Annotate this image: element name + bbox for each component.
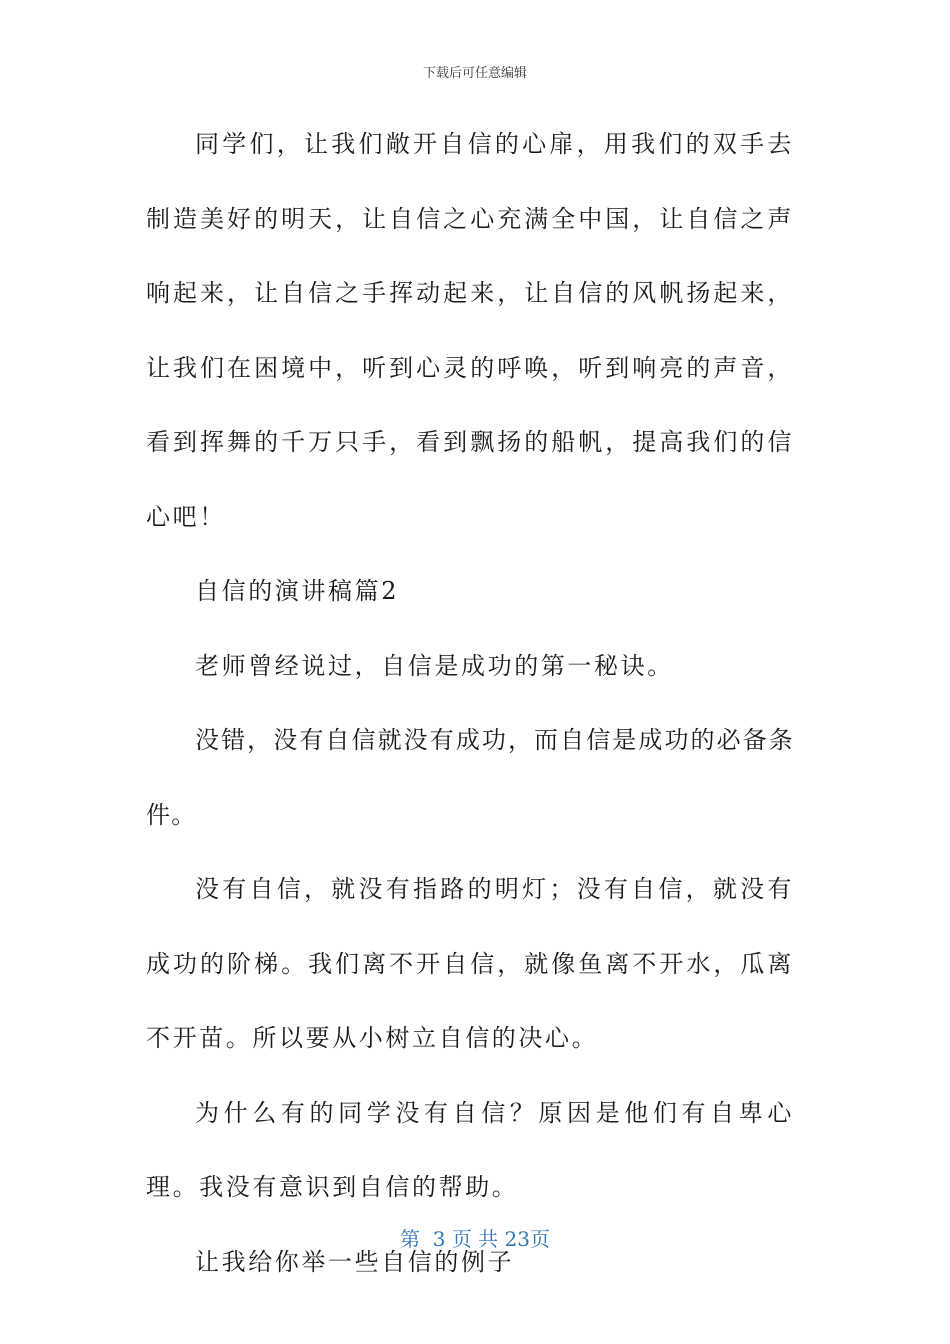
document-body <box>146 107 794 1299</box>
paragraph: 为什么有的同学没有自信？原因是他们有自卑心理。我没有意识到自信的帮助。 <box>146 1098 794 1201</box>
paragraph: 没错，没有自信就没有成功，而自信是成功的必备条件。 <box>146 726 794 829</box>
footer-prefix: 第 <box>400 1227 420 1251</box>
paragraph: 同学们，让我们敞开自信的心扉，用我们的双手去制造美好的明天，让自信之心充满全中国，让自信之声响起来，让自信之手挥动起来，让自信的风帆扬起来，让我们在困境中，听到心灵的呼唤，听到响亮的声音，看到挥舞的千万只手，看到飘扬的船帆，提高我们的信心吧！ <box>146 130 794 531</box>
paragraph: 没有自信，就没有指路的明灯；没有自信，就没有成功的阶梯。我们离不开自信，就像鱼离不开水，瓜离不开苗。所以要从小树立自信的决心。 <box>146 875 794 1052</box>
footer-middle: 页 共 <box>451 1227 499 1251</box>
paragraph: 让我给你举一些自信的例子 <box>195 1247 515 1276</box>
page-number-footer <box>0 1226 950 1252</box>
footer-suffix: 页 <box>529 1227 550 1251</box>
paragraph: 老师曾经说过，自信是成功的第一秘诀。 <box>195 651 674 680</box>
page-header: 下载后可任意编辑 <box>422 66 527 81</box>
section-heading: 自信的演讲稿篇2 <box>195 577 400 605</box>
total-pages-number: 23 <box>504 1227 530 1251</box>
current-page-number: 3 <box>432 1227 446 1251</box>
